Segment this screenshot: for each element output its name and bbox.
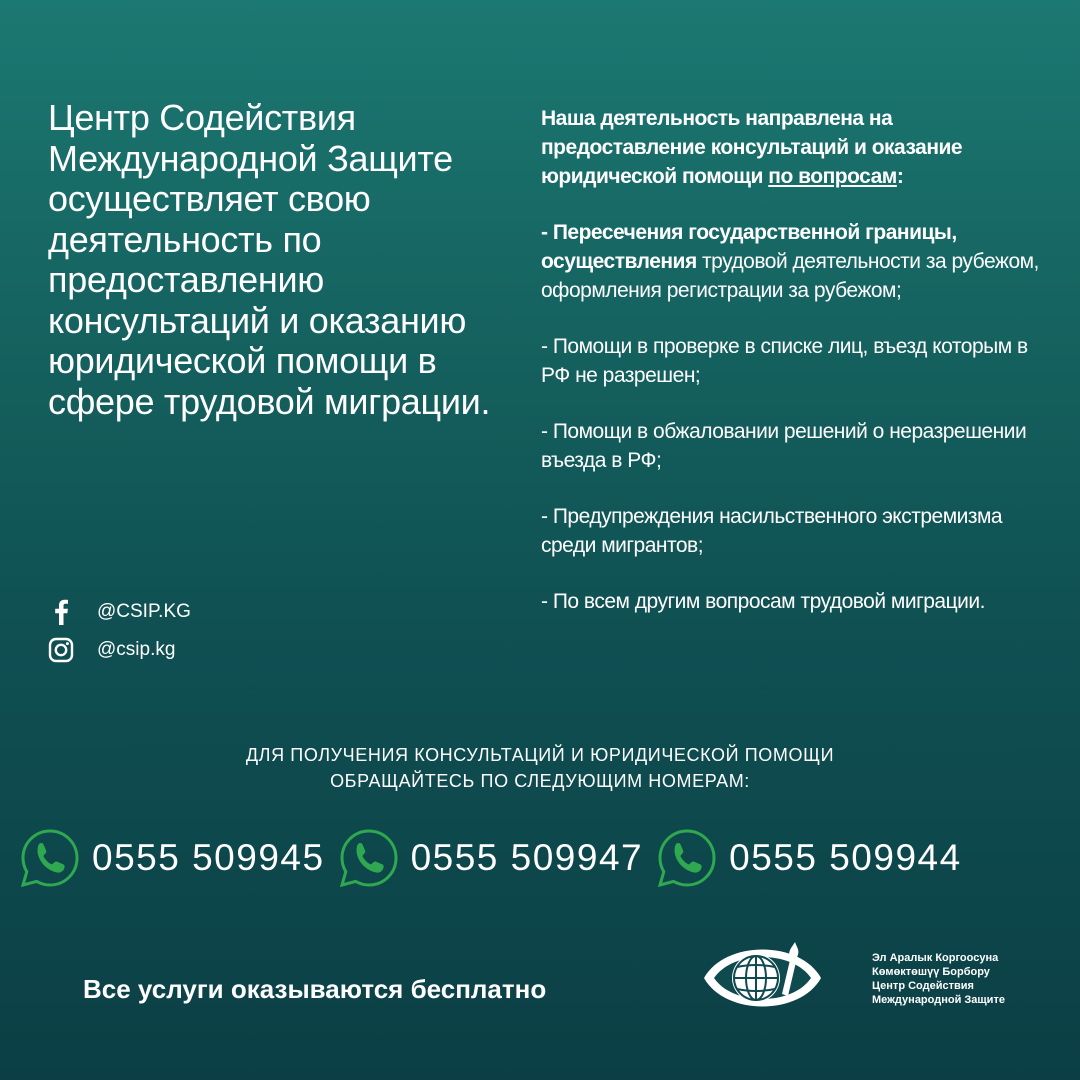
free-services-note: Все услуги оказываются бесплатно [83,974,547,1004]
phone-number-2[interactable] [339,828,644,888]
instagram-icon [47,636,75,664]
facebook-link[interactable] [47,593,191,631]
instagram-link[interactable] [47,631,191,669]
service-item-extremism: - Предупреждения насильственного экстремизма среди мигрантов; [541,505,1003,557]
service-item-border: - Пересечения государственной границы, осуществления трудовой деятельности за рубежом, оформления регистрации за рубежом; [541,221,1039,302]
phone-icon [339,828,399,888]
social-links [47,593,191,669]
main-heading: Центр Содействия Международной Защите осуществляет свою деятельность по предоставлению консультаций и оказанию юридической помощи в сфере трудовой миграции. [48,97,491,422]
phone-icon [657,828,717,888]
service-item-appeal: - Помощи в обжаловании решений о неразрешении въезда в РФ; [541,420,1027,472]
phone-number-1[interactable] [20,828,325,888]
phone-number-text: 0555 509945 [92,837,325,878]
service-item-ban-check: - Помощи в проверке в списке лиц, въезд которым в РФ не разрешен; [541,335,1028,387]
services-description [541,104,1041,643]
phone-icon [20,828,80,888]
phone-number-text: 0555 509947 [410,837,644,878]
phone-number-3[interactable] [657,828,962,888]
facebook-icon [47,598,75,626]
services-intro: Наша деятельность направлена на предоставление консультаций и оказание юридической помощи по вопросам: [541,107,963,188]
by-questions-link: по вопросам [768,165,897,188]
service-item-other: - По всем другим вопросам трудовой миграции. [541,590,985,613]
facebook-handle: @CSIP.KG [97,601,191,622]
instagram-handle: @csip.kg [97,639,176,660]
contact-call-to-action: ДЛЯ ПОЛУЧЕНИЯ КОНСУЛЬТАЦИЙ И ЮРИДИЧЕСКОЙ ПОМОЩИ ОБРАЩАЙТЕСЬ ПО СЛЕДУЮЩИМ НОМЕРАМ: [245,745,835,791]
organization-logo [700,932,825,1024]
phone-number-text: 0555 509944 [729,837,962,878]
organization-name: Эл Аралык Коргоосуна Көмөктөшүү Борбору Центр Содействия Международной Защите [872,952,1005,1006]
phone-list [20,826,1070,890]
